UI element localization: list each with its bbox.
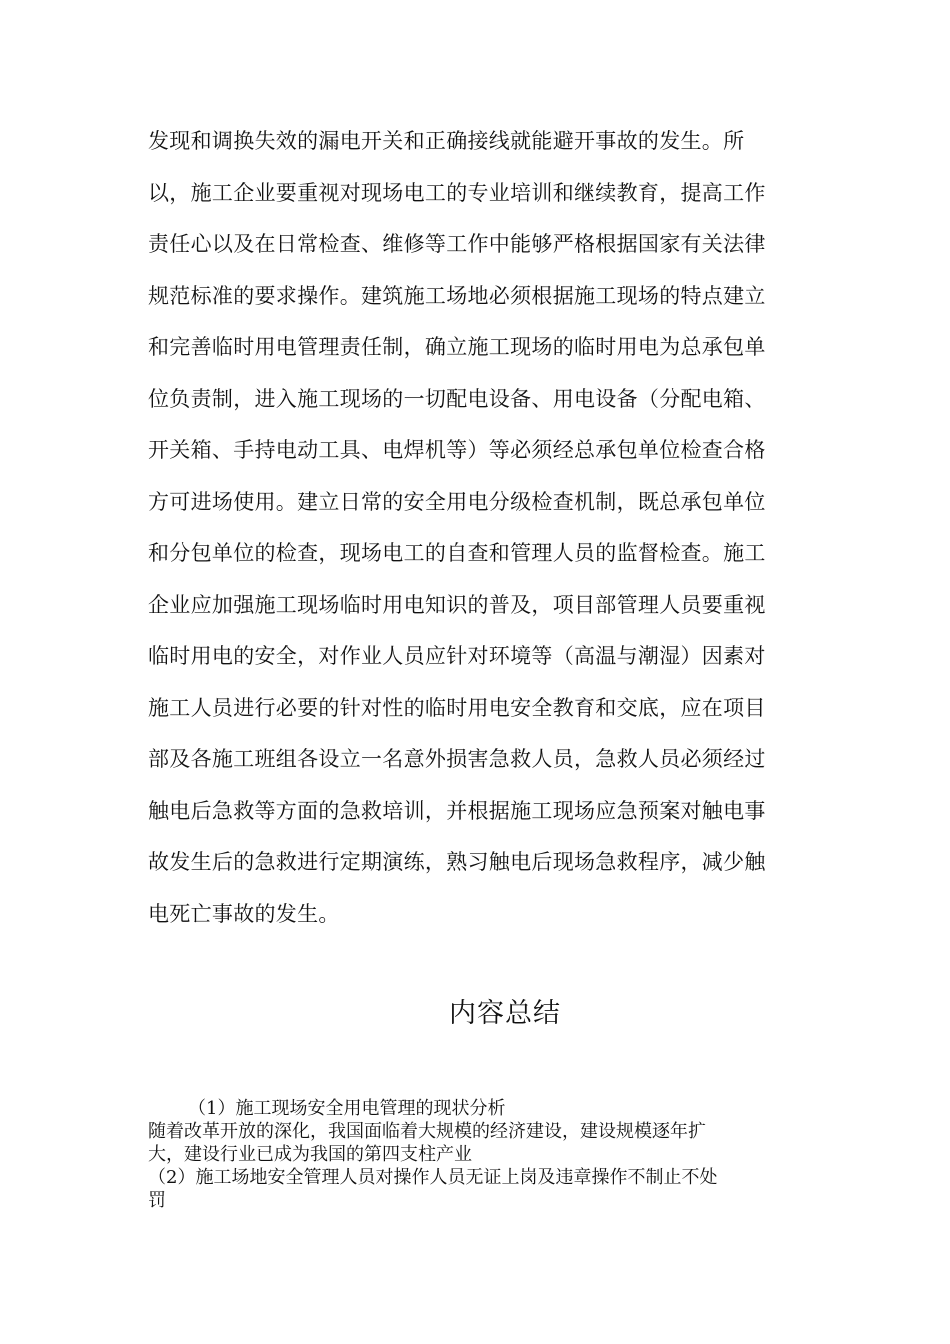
summary-section (148, 1097, 818, 1212)
body-line: 故发生后的急救进行定期演练，熟习触电后现场急救程序，减少触 (148, 850, 766, 874)
body-line: 责任心以及在日常检查、维修等工作中能够严格根据国家有关法律 (148, 232, 766, 256)
body-line: 部及各施工班组各设立一名意外损害急救人员，急救人员必须经过 (148, 747, 766, 771)
body-paragraph (148, 116, 808, 940)
body-line: 规范标准的要求操作。建筑施工场地必须根据施工现场的特点建立 (148, 283, 766, 308)
summary-line: 罚 (148, 1190, 166, 1211)
body-line: 开关箱、手持电动工具、电焊机等）等必须经总承包单位检查合格 (148, 438, 766, 462)
summary-line: 大，建设行业已成为我国的第四支柱产业 (148, 1144, 472, 1165)
body-line: 施工人员进行必要的针对性的临时用电安全教育和交底，应在项目 (148, 695, 766, 720)
summary-line: （2）施工场地安全管理人员对操作人员无证上岗及违章操作不制止不处 (148, 1167, 718, 1188)
body-line: 电死亡事故的发生。 (148, 901, 340, 926)
body-line: 位负责制，进入施工现场的一切配电设备、用电设备（分配电箱、 (148, 386, 766, 411)
body-line: 企业应加强施工现场临时用电知识的普及，项目部管理人员要重视 (148, 592, 766, 617)
summary-heading: 内容总结 (449, 998, 561, 1029)
body-line: 以，施工企业要重视对现场电工的专业培训和继续教育，提高工作 (148, 180, 766, 205)
body-line: 和分包单位的检查，现场电工的自查和管理人员的监督检查。施工 (148, 541, 766, 565)
body-line: 和完善临时用电管理责任制，确立施工现场的临时用电为总承包单 (148, 335, 766, 359)
summary-line: 随着改革开放的深化，我国面临着大规模的经济建设，建设规模逐年扩 (148, 1121, 706, 1142)
body-line: 方可进场使用。建立日常的安全用电分级检查机制，既总承包单位 (148, 489, 766, 514)
body-line: 临时用电的安全，对作业人员应针对环境等（高温与潮湿）因素对 (148, 644, 766, 668)
body-line: 触电后急救等方面的急救培训，并根据施工现场应急预案对触电事 (148, 798, 766, 823)
summary-line: （1）施工现场安全用电管理的现状分析 (188, 1098, 506, 1119)
body-line: 发现和调换失效的漏电开关和正确接线就能避开事故的发生。所 (148, 129, 745, 153)
